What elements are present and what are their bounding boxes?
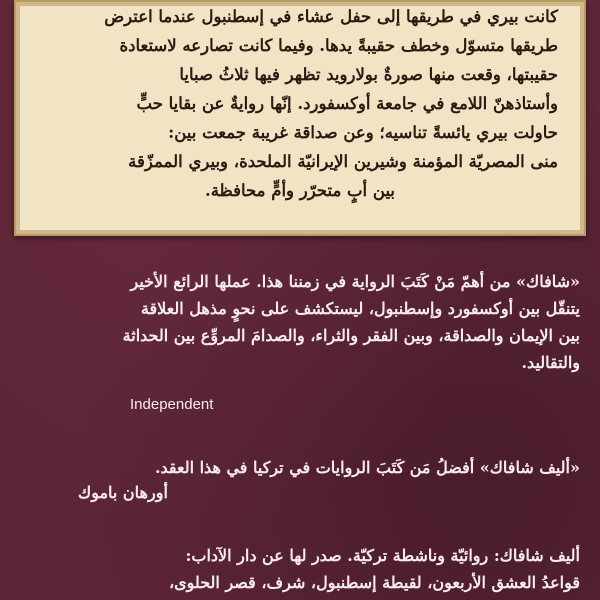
review-line: بين الإيمان والصداقة، وبين الفقر والثراء، والصدامَ المروِّع بين الحداثة — [122, 326, 580, 345]
review-line: يتنقّل بين أوكسفورد وإسطنبول، ليستكشف على نحوٍ مذهل العلاقة — [140, 299, 580, 318]
review-independent — [20, 268, 580, 376]
excerpt-line: حقيبتها، وقعت منها صورةٌ بولارويد تظهر فيها ثلاثُ صبايا — [179, 65, 558, 84]
review-line: والتقاليد. — [521, 353, 580, 372]
author-bio — [20, 542, 580, 596]
excerpt-line: حاولت بيري يائسةً تناسيه؛ وعن صداقة غريبة جمعت بين: — [168, 123, 558, 142]
review-line: «أليف شافاك» أفضلُ مَن كَتَبَ الروايات في تركيا في هذا العقد. — [154, 458, 580, 477]
excerpt-text — [42, 2, 558, 205]
excerpt-panel — [14, 0, 586, 236]
excerpt-line: منى المصريّة المؤمنة وشيرين الإيرانيّة الملحدة، وبيري الممزّقة — [128, 152, 558, 171]
review-source-independent: Independent — [130, 396, 214, 413]
excerpt-line: كانت بيري في طريقها إلى حفل عشاء في إسطنبول عندما اعترض — [104, 7, 558, 26]
excerpt-line: بين أبٍ متحرّر وأمٍّ محافظة. — [204, 181, 396, 200]
review-source-pamuk: أورهان باموك — [78, 483, 168, 502]
excerpt-line: وأستاذهنّ اللامع في جامعة أوكسفورد. إنّها روايةٌ عن بقايا حبٍّ — [136, 94, 558, 113]
bio-line: أليف شافاك: روائيّة وناشطة تركيّة. صدر لها عن دار الآداب: — [185, 546, 580, 565]
review-line: «شافاك» من أهمّ مَنْ كَتَبَ الرواية في زمننا هذا. عملها الرائع الأخير — [130, 272, 580, 291]
review-pamuk — [20, 455, 580, 481]
excerpt-line: طريقها متسوّل وخطف حقيبةً يدها. وفيما كانت تصارعه لاستعادة — [119, 36, 558, 55]
bio-line: قواعدُ العشق الأربعون، لقيطة إسطنبول، شرف، قصر الحلوى، — [168, 573, 580, 592]
